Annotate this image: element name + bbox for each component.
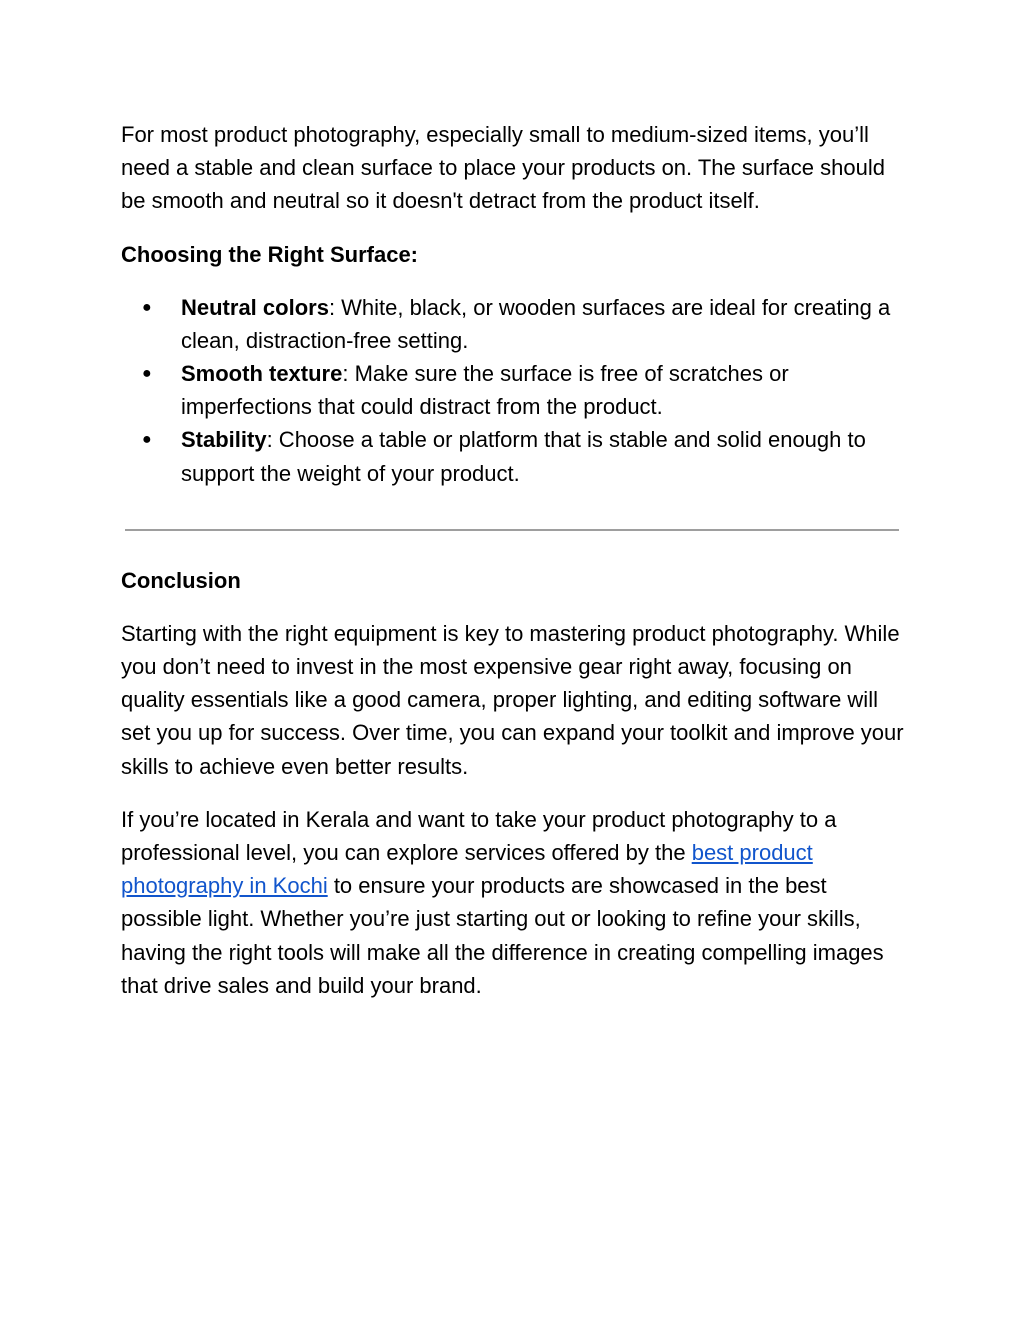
list-item-term: Smooth texture: [181, 361, 343, 387]
list-item-term: Neutral colors: [181, 294, 329, 320]
conclusion-paragraph-1: Starting with the right equipment is key to mastering product photography. While you don’t need to invest in the most expensive gear right away, focusing on quality essentials like a good camera, proper lighting, and editing software will set you up for success. Over time, you can expand your toolkit and improve your skills to achieve even better results.: [121, 620, 904, 779]
conclusion-heading: Conclusion: [121, 567, 241, 593]
list-item-term: Stability: [181, 427, 267, 453]
list-item: [121, 357, 911, 423]
document-page: [121, 118, 911, 1002]
intro-paragraph: For most product photography, especially small to medium-sized items, you’ll need a stable and clean surface to place your products on. The surface should be smooth and neutral so it doesn't detract from the product itself.: [121, 122, 885, 214]
list-item-desc: : White, black, or wooden surfaces are ideal for creating a clean, distraction-free setting.: [181, 294, 891, 353]
bullet-icon: ●: [142, 365, 152, 383]
list-item: [121, 291, 911, 357]
list-item-desc: : Make sure the surface is free of scratches or imperfections that could distract from the product.: [181, 361, 789, 420]
bullet-icon: ●: [142, 298, 152, 316]
surface-list: [121, 291, 911, 490]
surface-heading: Choosing the Right Surface:: [121, 241, 418, 267]
kochi-photography-link[interactable]: best product photography in Kochi: [121, 840, 813, 899]
paragraph-text-before-link: If you’re located in Kerala and want to take your product photography to a professional level, you can explore services offered by the: [121, 806, 837, 866]
bullet-icon: ●: [142, 431, 152, 449]
list-item: [121, 423, 911, 489]
conclusion-paragraph-2: [121, 803, 911, 1002]
paragraph-text-after-link: to ensure your products are showcased in the best possible light. Whether you’re just starting out or looking to refine your skills, having the right tools will make all the difference in creating compelling images that drive sales and build your brand.: [121, 873, 884, 998]
section-divider: [125, 529, 899, 531]
list-item-desc: : Choose a table or platform that is stable and solid enough to support the weight of your product.: [181, 427, 866, 486]
